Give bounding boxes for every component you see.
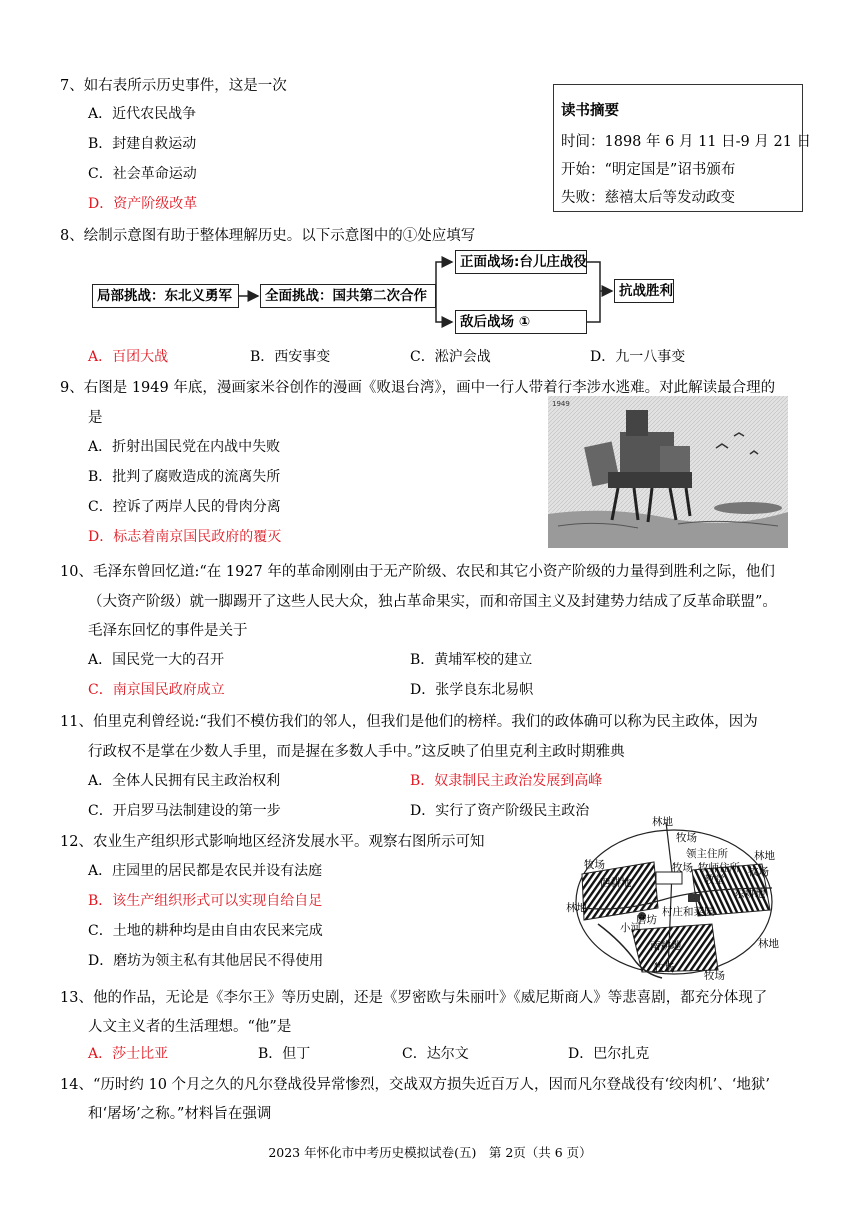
q7-option-a: A．近代农民战争 — [88, 106, 197, 122]
q12-option-b: B．该生产组织形式可以实现自给自足 — [88, 893, 323, 909]
map-label-mill: 磨坊 — [636, 914, 657, 926]
map-label-forest-bottom-right: 林地 — [758, 938, 779, 950]
flow-box-rear-battlefield: 敌后战场 ① — [455, 310, 587, 334]
map-label-church: 教堂 — [704, 874, 725, 886]
q11-option-d: D．实行了资产阶级民主政治 — [410, 803, 590, 819]
map-label-west-field: 西耕地 — [600, 877, 632, 889]
q7-stem: 7、如右表所示历史事件，这是一次 — [60, 78, 287, 94]
flow-box-full-challenge: 全面挑战：国共第二次合作 — [260, 284, 436, 308]
map-label-forest-left: 林地 — [566, 902, 587, 914]
map-label-pasture-bottom-right: 牧场 — [704, 970, 725, 980]
q12-option-a: A．庄园里的居民都是农民并设有法庭 — [88, 863, 323, 879]
map-label-pasture-right: 牧场 — [748, 866, 769, 878]
q11-option-b: B．奴隶制民主政治发展到高峰 — [410, 773, 603, 789]
map-label-lord-house: 领主住所 — [686, 848, 728, 860]
q11-option-a: A．全体人民拥有民主政治权利 — [88, 773, 281, 789]
note-time: 时间：1898 年 6 月 11 日-9 月 21 日 — [561, 134, 812, 150]
q10-stem-line3: 毛泽东回忆的事件是关于 — [88, 623, 248, 639]
q9-option-c: C．控诉了两岸人民的骨肉分离 — [88, 499, 281, 515]
q14-stem-line2: 和‘屠场’之称。”材料旨在强调 — [88, 1106, 272, 1122]
map-label-pasture-bottom: 牧场 — [654, 962, 675, 974]
q9-option-a: A．折射出国民党在内战中失败 — [88, 439, 281, 455]
q9-option-b: B．批判了腐败造成的流离失所 — [88, 469, 281, 485]
q11-stem-line2: 行政权不是掌在少数人手里，而是握在多数人手中。”这反映了伯里克利主政时期雅典 — [88, 744, 625, 760]
flow-box-front-battlefield: 正面战场:台儿庄战役 — [455, 250, 587, 274]
note-title: 读书摘要 — [561, 103, 619, 119]
q10-option-d: D．张学良东北易帜 — [410, 682, 534, 698]
q10-stem-line1: 10、毛泽东曾回忆道:“在 1927 年的革命刚刚由于无产阶级、农民和其它小资产阶级的力量得到胜利之际，他们 — [60, 564, 775, 580]
q9-stem-line1: 9、右图是 1949 年底，漫画家米谷创作的漫画《败退台湾》，画中一行人带着行李涉水逃难。对此解读最合理的 — [60, 380, 776, 396]
q10-option-c: C．南京国民政府成立 — [88, 682, 225, 698]
q10-option-b: B．黄埔军校的建立 — [410, 652, 533, 668]
q11-stem-line1: 11、伯里克利曾经说:“我们不模仿我们的邻人，但我们是他们的榜样。我们的政体确可以称为民主政体，因为 — [60, 714, 758, 730]
q12-stem: 12、农业生产组织形式影响地区经济发展水平。观察右图所示可知 — [60, 834, 485, 850]
map-label-village: 村庄和菜园 — [662, 906, 715, 918]
q10-option-a: A．国民党一大的召开 — [88, 652, 225, 668]
q13-option-b: B．但丁 — [258, 1046, 311, 1062]
q7-option-b: B．封建自救运动 — [88, 136, 197, 152]
q9-stem-line2: 是 — [88, 410, 103, 426]
q8-option-d: D．九一八事变 — [590, 349, 686, 365]
q13-stem-line2: 人文主义者的生活理想。“他”是 — [88, 1019, 292, 1035]
q11-option-c: C．开启罗马法制建设的第一步 — [88, 803, 281, 819]
map-label-forest-right: 林地 — [754, 850, 775, 862]
note-start: 开始：“明定国是”诏书颁布 — [561, 162, 736, 178]
manor-map — [562, 812, 792, 980]
note-failure: 失败：慈禧太后等发动政变 — [561, 190, 735, 206]
q8-option-b: B．西安事变 — [250, 349, 331, 365]
flow-box-victory: 抗战胜利 — [614, 279, 674, 303]
q12-option-c: C．土地的耕种均是由自由农民来完成 — [88, 923, 323, 939]
cartoon-retreat-to-taiwan — [548, 396, 788, 548]
map-label-river: 小河 — [620, 922, 641, 934]
q13-stem-line1: 13、他的作品，无论是《李尔王》等历史剧，还是《罗密欧与朱丽叶》《威尼斯商人》等悲喜剧，都充分体现了 — [60, 990, 768, 1006]
q13-option-c: C．达尔文 — [402, 1046, 469, 1062]
map-label-forest-top: 林地 — [652, 816, 673, 828]
q9-option-d: D．标志着南京国民政府的覆灭 — [88, 529, 282, 545]
q8-option-a: A．百团大战 — [88, 349, 169, 365]
q14-stem-line1: 14、“历时约 10 个月之久的凡尔登战役异常惨烈，交战双方损失近百万人，因而凡尔登战役有‘绞肉机’、‘地狱’ — [60, 1077, 770, 1093]
flow-box-local-challenge: 局部挑战：东北义勇军 — [92, 284, 239, 308]
q10-stem-line2: （大资产阶级）就一脚踢开了这些人民大众，独占革命果实，而和帝国主义及封建势力结成了反革命联盟”。 — [88, 594, 777, 610]
q7-option-c: C．社会革命运动 — [88, 166, 197, 182]
q13-option-d: D．巴尔扎克 — [568, 1046, 650, 1062]
q8-option-c: C．淞沪会战 — [410, 349, 491, 365]
map-label-east-field: 东耕地 — [734, 888, 766, 900]
q12-option-d: D．磨坊为领主私有其他居民不得使用 — [88, 953, 324, 969]
q8-stem: 8、绘制示意图有助于整体理解历史。以下示意图中的①处应填写 — [60, 228, 476, 244]
map-label-pasture-mid: 牧场 — [672, 862, 693, 874]
q7-option-d: D．资产阶级改革 — [88, 196, 198, 212]
map-label-priest-house: 牧师住所 — [698, 862, 740, 874]
q13-option-a: A．莎士比亚 — [88, 1046, 169, 1062]
page-footer: 2023 年怀化市中考历史模拟试卷(五) 第 2页（共 6 页） — [268, 1145, 592, 1160]
map-label-south-field: 南耕地 — [650, 940, 682, 952]
map-label-pasture-left: 牧场 — [584, 859, 605, 871]
svg-text:1949: 1949 — [552, 400, 570, 408]
map-label-pasture-top: 牧场 — [676, 832, 697, 844]
